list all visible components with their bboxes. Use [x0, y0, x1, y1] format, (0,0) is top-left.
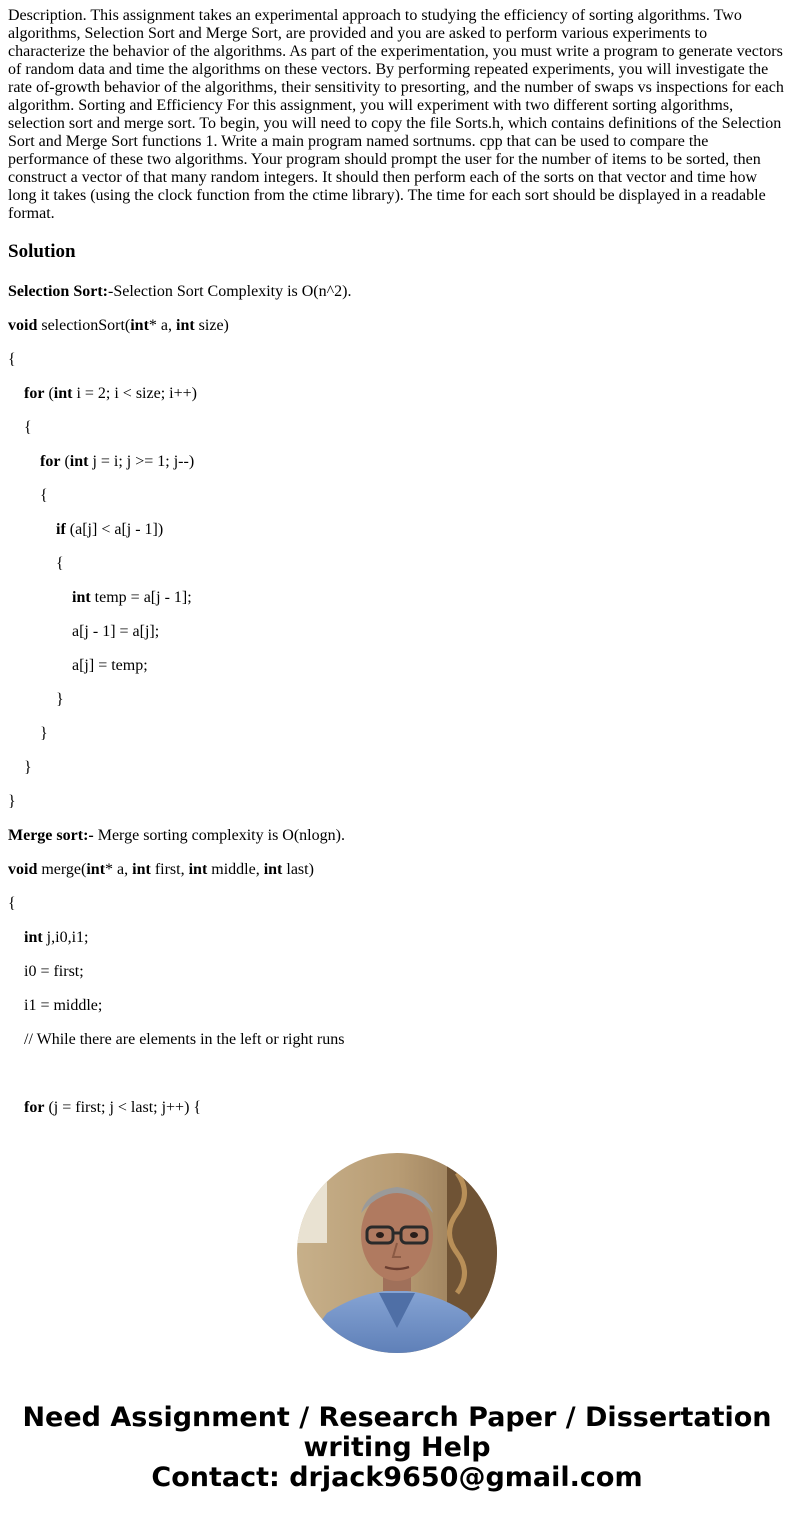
code-line — [8, 853, 786, 887]
banner-line-2: writing Help — [303, 1432, 491, 1463]
code-line: i0 = first; — [24, 963, 84, 980]
merge-sort-complexity: Merge sorting complexity is O(nlogn). — [93, 827, 345, 844]
selection-sort-intro — [8, 275, 786, 309]
code-line: } — [24, 759, 32, 776]
code-line: a[j] = temp; — [72, 657, 148, 674]
code-line: { — [40, 487, 48, 504]
code-text: j,i0,i1; — [42, 929, 89, 946]
selection-sort-complexity: -Selection Sort Complexity is O(n^2). — [107, 283, 352, 300]
code-line — [8, 377, 786, 411]
merge-sort-intro — [8, 819, 786, 853]
code-text: size) — [194, 317, 229, 334]
code-text: (a[j] < a[j - 1]) — [65, 521, 164, 538]
code-line: { — [8, 351, 16, 368]
keyword: if — [56, 521, 66, 538]
keyword: void — [8, 317, 38, 334]
code-text: selectionSort( — [37, 317, 131, 334]
code-line — [8, 921, 786, 955]
code-line — [8, 445, 786, 479]
code-text: * a, — [105, 861, 133, 878]
author-avatar — [297, 1153, 497, 1353]
code-line: { — [56, 555, 64, 572]
code-text: * a, — [148, 317, 176, 334]
solution-heading: Solution — [8, 241, 76, 262]
keyword: int — [132, 861, 151, 878]
code-line: i1 = middle; — [24, 997, 103, 1014]
document-content — [8, 7, 786, 1125]
code-text: (j = first; j < last; j++) { — [44, 1099, 202, 1116]
code-text: ( — [60, 453, 70, 470]
keyword: int — [69, 453, 89, 470]
author-portrait — [297, 1153, 497, 1353]
keyword: for — [24, 1099, 45, 1116]
keyword: int — [72, 589, 91, 606]
code-text: ( — [44, 385, 54, 402]
code-text: i = 2; i < size; i++) — [72, 385, 197, 402]
code-line — [8, 309, 786, 343]
keyword: for — [40, 453, 61, 470]
blank-line — [8, 1057, 786, 1091]
code-line: } — [40, 725, 48, 742]
code-line: a[j - 1] = a[j]; — [72, 623, 160, 640]
code-line: } — [56, 691, 64, 708]
code-line — [8, 513, 786, 547]
code-line — [8, 1091, 786, 1125]
keyword: int — [53, 385, 73, 402]
assignment-description: Description. This assignment takes an experimental approach to studying the efficiency of sorting algorithms. Two algorithms, Selection Sort and Merge Sort, are provided and you are asked to perform various experiments to characterize the behavior of the algorithms. As part of the experimentation, you must write a program to generate vectors of random data and time the algorithms on these vectors. By performing repeated experiments, you will investigate the rate of-growth behavior of the algorithms, their sensitivity to presorting, and the number of swaps vs inspections for each algorithm. Sorting and Efficiency For this assignment, you will experiment with two different sorting algorithms, selection sort and merge sort. To begin, you will need to copy the file Sorts.h, which contains definitions of the Selection Sort and Merge Sort functions 1. Write a main program named sortnums. cpp that can be used to compare the performance of these two algorithms. Your program should prompt the user for the number of items to be sorted, then construct a vector of that many random integers. It should then perform each of the sorts on that vector and time how long it takes (using the clock function from the ctime library). The time for each sort should be displayed in a readable format. — [8, 7, 784, 222]
keyword: int — [176, 317, 195, 334]
contact-email: Contact: drjack9650@gmail.com — [151, 1462, 643, 1493]
merge-sort-label: Merge sort:- — [8, 827, 94, 844]
selection-sort-label: Selection Sort: — [8, 283, 108, 300]
code-line: { — [8, 895, 16, 912]
keyword: int — [188, 861, 208, 878]
code-line — [8, 581, 786, 615]
code-text: j = i; j >= 1; j--) — [88, 453, 195, 470]
code-text: temp = a[j - 1]; — [90, 589, 192, 606]
banner-line-1: Need Assignment / Research Paper / Dissertation — [22, 1402, 772, 1433]
code-text: middle, — [207, 861, 264, 878]
code-text: first, — [150, 861, 189, 878]
code-line: } — [8, 793, 16, 810]
keyword: int — [24, 929, 43, 946]
code-line: { — [24, 419, 32, 436]
keyword: for — [24, 385, 45, 402]
code-text: merge( — [37, 861, 87, 878]
contact-banner — [0, 1403, 794, 1493]
keyword: void — [8, 861, 38, 878]
code-comment: // While there are elements in the left or right runs — [24, 1031, 345, 1048]
solution-body — [8, 275, 786, 1125]
code-text: last) — [282, 861, 314, 878]
keyword: int — [130, 317, 149, 334]
keyword: int — [263, 861, 283, 878]
keyword: int — [86, 861, 106, 878]
